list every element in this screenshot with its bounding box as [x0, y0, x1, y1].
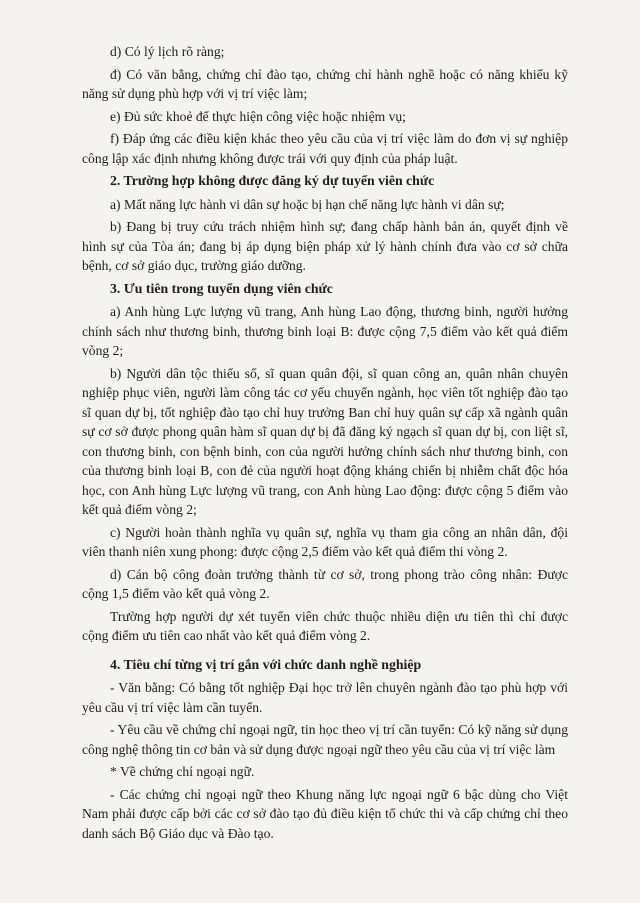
- section-4-degree: - Văn bằng: Có bằng tốt nghiệp Đại học trở lên chuyên ngành đào tạo phù hợp với yêu cầu vị trí việc làm cần tuyển.: [82, 680, 568, 715]
- paragraph-dd-qualifications: đ) Có văn bằng, chứng chỉ đào tạo, chứng chỉ hành nghề hoặc có năng khiếu kỹ năng sử dụng phù hợp với vị trí việc làm;: [82, 66, 568, 101]
- paragraph-e-health: e) Đủ sức khoẻ để thực hiện công việc hoặc nhiệm vụ;: [110, 108, 406, 124]
- section-3-item-b: b) Người dân tộc thiểu số, sĩ quan quân đội, sĩ quan công an, quân nhân chuyên nghiệp phục viên, người làm công tác cơ yếu chuyển ngành, học viên tốt nghiệp đào tạo sĩ quan dự bị, tốt nghiệp đào tạo chỉ huy trưởng Ban chỉ huy quân sự cấp xã ngành quân sự cơ sở được phong quân hàm sĩ quan dự bị đã đăng ký ngạch sĩ quan dự bị, con liệt sĩ, con thương binh, con bệnh binh, con của người hưởng chính sách như thương binh, con của thương binh loại B, con đẻ của người hoạt động kháng chiến bị nhiễm chất độc hóa học, con Anh hùng Lực lượng vũ trang, con Anh hùng Lao động: được cộng 5 điểm vào kết quả điểm vòng 2;: [82, 365, 568, 517]
- document-body: [82, 42, 568, 846]
- section-3-item-d: d) Cán bộ công đoàn trưởng thành từ cơ sở, trong phong trào công nhân: Được cộng 1,5 điểm vào kết quả vòng 2.: [82, 566, 568, 601]
- section-4-language-framework: - Các chứng chỉ ngoại ngữ theo Khung năng lực ngoại ngữ 6 bậc dùng cho Việt Nam phải được cấp bởi các cơ sở đào tạo đủ điều kiện tổ chức thi và cấp chứng chỉ theo danh sách Bộ Giáo dục và Đào tạo.: [82, 786, 568, 841]
- section-4-certificate-requirement: - Yêu cầu về chứng chỉ ngoại ngữ, tin học theo vị trí cần tuyển: Có kỹ năng sử dụng công nghệ thông tin cơ bản và sử dụng được ngoại ngữ theo yêu cầu của vị trí việc làm: [82, 722, 568, 757]
- paragraph-f-other-conditions: f) Đáp ứng các điều kiện khác theo yêu cầu của vị trí việc làm do đơn vị sự nghiệp công lập xác định nhưng không được trái với quy định của pháp luật.: [82, 131, 568, 166]
- section-2-item-b: b) Đang bị truy cứu trách nhiệm hình sự; đang chấp hành bản án, quyết định về hình sự của Tòa án; đang bị áp dụng biện pháp xử lý hành chính đưa vào cơ sở chữa bệnh, cơ sở giáo dục, trường giáo dưỡng.: [82, 219, 568, 273]
- section-3-note: Trường hợp người dự xét tuyển viên chức thuộc nhiều diện ưu tiên thì chỉ được cộng điểm ưu tiên cao nhất vào kết quả điểm vòng 2.: [82, 608, 568, 643]
- section-2-item-a: a) Mất năng lực hành vi dân sự hoặc bị hạn chế năng lực hành vi dân sự;: [110, 196, 505, 212]
- section-3-item-c: c) Người hoàn thành nghĩa vụ quân sự, nghĩa vụ tham gia công an nhân dân, đội viên thanh niên xung phong: được cộng 2,5 điểm vào kết quả điểm thi vòng 2.: [82, 524, 568, 559]
- section-3-item-a: a) Anh hùng Lực lượng vũ trang, Anh hùng Lao động, thương binh, người hưởng chính sách như thương binh, thương binh loại B: được cộng 7,5 điểm vào kết quả điểm vòng 2;: [82, 304, 568, 358]
- section-3-heading: 3. Ưu tiên trong tuyển dụng viên chức: [110, 280, 333, 296]
- section-4-heading: 4. Tiêu chí từng vị trí gắn với chức danh nghề nghiệp: [110, 656, 422, 672]
- section-4-language-note: * Về chứng chỉ ngoại ngữ.: [110, 764, 255, 779]
- section-2-heading: 2. Trường hợp không được đăng ký dự tuyển viên chức: [110, 173, 435, 188]
- paragraph-d-background: d) Có lý lịch rõ ràng;: [110, 44, 225, 59]
